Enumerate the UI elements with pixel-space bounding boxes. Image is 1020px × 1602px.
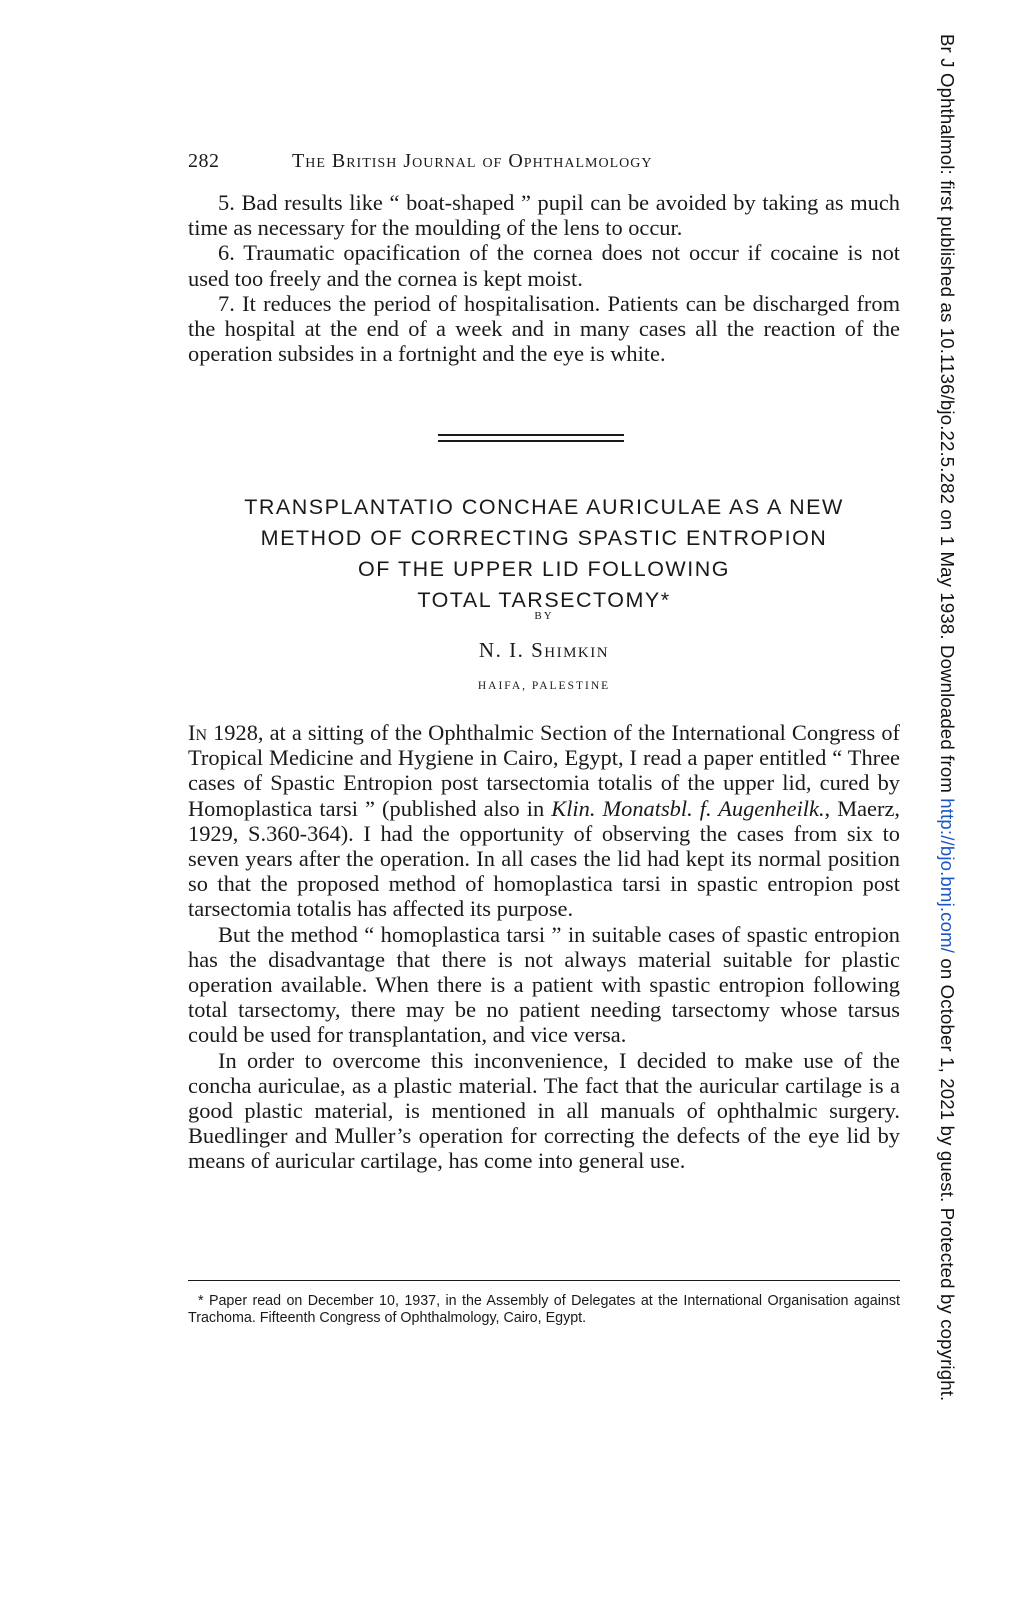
paragraph-text: 1928, at a sitting of the Ophthalmic Section of the International Congress of Tropical Medicine and Hygiene in Cairo, Egypt, I read a paper entitled “ Three cases of Spastic Entropion post tarsectomia totalis of the upper lid, cured by Homoplastica tarsi ” (published also in — [188, 720, 900, 821]
footnote-text: * Paper read on December 10, 1937, in the Assembly of Delegates at the International Organisation against Trachoma. Fifteenth Congress of Ophthalmology, Cairo, Egypt. — [188, 1293, 900, 1326]
paragraph-text: , Maerz, 1929, S.360-364). I had the opportunity of observing the cases from six to seven years after the operation. In all cases the lid had kept its normal position so that the proposed method of homoplastica tarsi in spastic entropion post tarsectomia totalis has affected its purpose. — [188, 795, 900, 922]
body-paragraph — [188, 720, 900, 922]
credit-text-start: Br J Ophthalmol: first published as 10.1136/bjo.22.5.282 on 1 May 1938. Downloaded from — [937, 34, 958, 799]
running-head — [188, 150, 908, 173]
author-affiliation: HAIFA, PALESTINE — [477, 680, 611, 692]
article-body — [188, 720, 900, 1174]
conclusion-point: 6. Traumatic opacification of the cornea does not occur if cocaine is not used too freely and the cornea is kept moist. — [188, 240, 900, 291]
page-number: 282 — [188, 150, 220, 172]
body-paragraph: In order to overcome this inconvenience, I decided to make use of the concha auriculae, as a plastic material. The fact that the auricular cartilage is a good plastic material, is mentioned in all manuals of ophthalmic surgery. Buedlinger and Muller’s operation for correcting the defects of the eye lid by means of auricular cartilage, has come into general use. — [188, 1047, 900, 1174]
journal-link[interactable]: http://bjo.bmj.com/ — [937, 798, 958, 954]
credit-text-end: on October 1, 2021 by guest. Protected by copyright. — [937, 953, 958, 1402]
author-name: N. I. Shimkin — [478, 638, 610, 662]
preceding-article-conclusions — [188, 190, 900, 366]
conclusion-point: 7. It reduces the period of hospitalisation. Patients can be discharged from the hospital at the end of a week and in many cases all the reaction of the operation subsides in a fortnight and the eye is white. — [188, 290, 900, 367]
download-credit-sidebar — [937, 34, 971, 1554]
footnote — [188, 1293, 900, 1326]
cited-journal: Klin. Monatsbl. f. Augenheilk. — [551, 795, 825, 821]
credit-text — [936, 34, 958, 1401]
footnote-divider — [188, 1280, 900, 1281]
body-paragraph: But the method “ homoplastica tarsi ” in suitable cases of spastic entropion has the disadvantage that there is not always material suitable for plastic operation available. When there is a patient with spastic entropion following total tarsectomy, there may be no patient needing tarsectomy whose tarsus could be used for transplantation, and vice versa. — [188, 921, 900, 1048]
title-line: OF THE UPPER LID FOLLOWING — [358, 557, 730, 582]
title-line: METHOD OF CORRECTING SPASTIC ENTROPION — [260, 526, 828, 551]
paragraph-lead: In — [188, 720, 208, 745]
section-divider — [438, 434, 624, 442]
title-line: TRANSPLANTATIO CONCHAE AURICULAE AS A NEW — [244, 495, 844, 520]
title-line: TOTAL TARSECTOMY* — [417, 588, 671, 613]
journal-title: The British Journal of Ophthalmology — [292, 150, 653, 172]
article-title — [188, 492, 900, 616]
by-line: BY — [534, 610, 554, 622]
conclusion-point: 5. Bad results like “ boat-shaped ” pupil can be avoided by taking as much time as necessary for the moulding of the lens to occur. — [188, 190, 900, 241]
